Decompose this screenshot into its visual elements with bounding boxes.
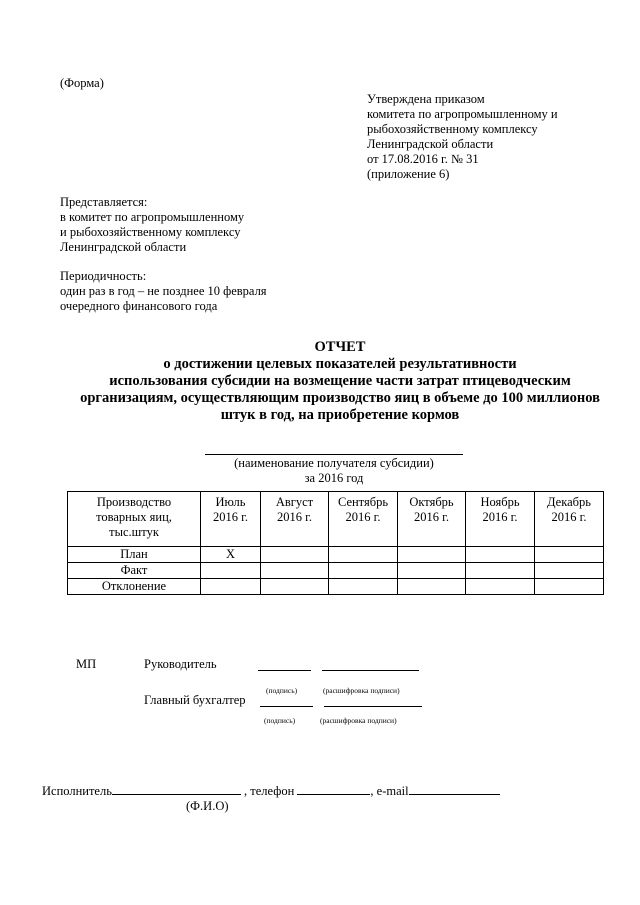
row-label: Отклонение: [68, 579, 201, 595]
table-cell[interactable]: [535, 579, 604, 595]
title-line: о достижении целевых показателей результативности: [163, 356, 517, 372]
table-cell[interactable]: [329, 547, 398, 563]
executor-label: Исполнитель: [42, 784, 112, 798]
periodicity-line: Периодичность:: [60, 269, 147, 283]
corner-line: Производство: [96, 495, 172, 509]
month-header: [201, 492, 261, 547]
approval-line: от 17.08.2016 г. № 31: [367, 152, 479, 166]
stamp-label: МП: [76, 657, 97, 671]
table-cell[interactable]: X: [201, 547, 261, 563]
table-cell[interactable]: [201, 563, 261, 579]
accountant-signature-line[interactable]: [260, 706, 313, 707]
table-cell[interactable]: [398, 563, 466, 579]
recipient-line[interactable]: [205, 454, 463, 455]
month-year: 2016 г.: [213, 510, 248, 524]
table-cell[interactable]: [329, 579, 398, 595]
table-cell[interactable]: [535, 547, 604, 563]
email-label: , e-mail: [370, 784, 409, 798]
head-decode-caption: (расшифровка подписи): [323, 686, 400, 695]
submitted-to-block: [60, 195, 244, 255]
month-name: Август: [275, 495, 314, 509]
month-header: [398, 492, 466, 547]
title-line: штук в год, на приобретение кормов: [220, 407, 460, 423]
periodicity-line: очередного финансового года: [60, 299, 218, 313]
month-year: 2016 г.: [277, 510, 312, 524]
approval-line: (приложение 6): [367, 167, 450, 181]
table-cell[interactable]: [398, 579, 466, 595]
month-name: Декабрь: [547, 495, 591, 509]
table-row-fact: [68, 563, 604, 579]
row-label: Факт: [68, 563, 201, 579]
report-table: [67, 491, 604, 595]
accountant-signature-caption: (подпись): [264, 716, 296, 725]
table-cell[interactable]: [329, 563, 398, 579]
periodicity-block: [60, 269, 267, 314]
recipient-caption: (наименование получателя субсидии): [234, 456, 434, 470]
head-decode-line[interactable]: [322, 670, 419, 671]
submitted-to-line: Ленинградской области: [60, 240, 187, 254]
accountant-decode-line[interactable]: [324, 706, 422, 707]
month-name: Октябрь: [409, 495, 454, 509]
email-field[interactable]: [409, 784, 500, 795]
table-header-row: [68, 492, 604, 547]
table-cell[interactable]: [261, 563, 329, 579]
month-year: 2016 г.: [414, 510, 449, 524]
month-header: [329, 492, 398, 547]
month-name: Сентябрь: [337, 495, 389, 509]
head-label: Руководитель: [144, 657, 217, 671]
month-name: Ноябрь: [480, 495, 520, 509]
executor-row: [42, 784, 500, 799]
submitted-to-line: в комитет по агропромышленному: [60, 210, 245, 224]
table-cell[interactable]: [466, 547, 535, 563]
month-year: 2016 г.: [482, 510, 518, 524]
month-header: [261, 492, 329, 547]
year-line: за 2016 год: [304, 471, 364, 485]
month-year: 2016 г.: [551, 510, 587, 524]
fio-caption: (Ф.И.О): [186, 799, 229, 813]
periodicity-line: один раз в год – не позднее 10 февраля: [60, 284, 267, 298]
submitted-to-line: и рыбохозяйственному комплексу: [60, 225, 241, 239]
row-label: План: [68, 547, 201, 563]
month-header: [466, 492, 535, 547]
table-cell[interactable]: [535, 563, 604, 579]
table-cell[interactable]: [466, 563, 535, 579]
table-cell[interactable]: [261, 547, 329, 563]
submitted-to-line: Представляется:: [60, 195, 148, 209]
phone-field[interactable]: [297, 784, 370, 795]
approval-line: Ленинградской области: [367, 137, 494, 151]
head-signature-caption: (подпись): [266, 686, 298, 695]
corner-line: тыс.штук: [109, 525, 159, 539]
title-line: использования субсидии на возмещение части затрат птицеводческим: [109, 373, 571, 389]
month-year: 2016 г.: [345, 510, 381, 524]
table-cell[interactable]: [466, 579, 535, 595]
head-signature-line[interactable]: [258, 670, 311, 671]
table-corner-header: [68, 492, 201, 547]
table-cell[interactable]: [398, 547, 466, 563]
month-name: Июль: [215, 495, 246, 509]
table-cell[interactable]: [201, 579, 261, 595]
accountant-decode-caption: (расшифровка подписи): [320, 716, 397, 725]
approval-line: Утверждена приказом: [367, 92, 485, 106]
table-row-deviation: [68, 579, 604, 595]
table-row-plan: [68, 547, 604, 563]
table-cell[interactable]: [261, 579, 329, 595]
form-label: (Форма): [60, 76, 104, 90]
title-line: ОТЧЕТ: [314, 339, 366, 355]
title-line: организациям, осуществляющим производство яиц в объеме до 100 миллионов: [80, 390, 600, 406]
executor-name-field[interactable]: [112, 784, 241, 795]
accountant-label: Главный бухгалтер: [144, 693, 246, 707]
approval-block: [367, 92, 558, 182]
report-title: [60, 339, 620, 424]
phone-label: , телефон: [244, 784, 295, 798]
approval-line: рыбохозяйственному комплексу: [367, 122, 538, 136]
approval-line: комитета по агропромышленному и: [367, 107, 558, 121]
corner-line: товарных яиц,: [96, 510, 172, 524]
month-header: [535, 492, 604, 547]
